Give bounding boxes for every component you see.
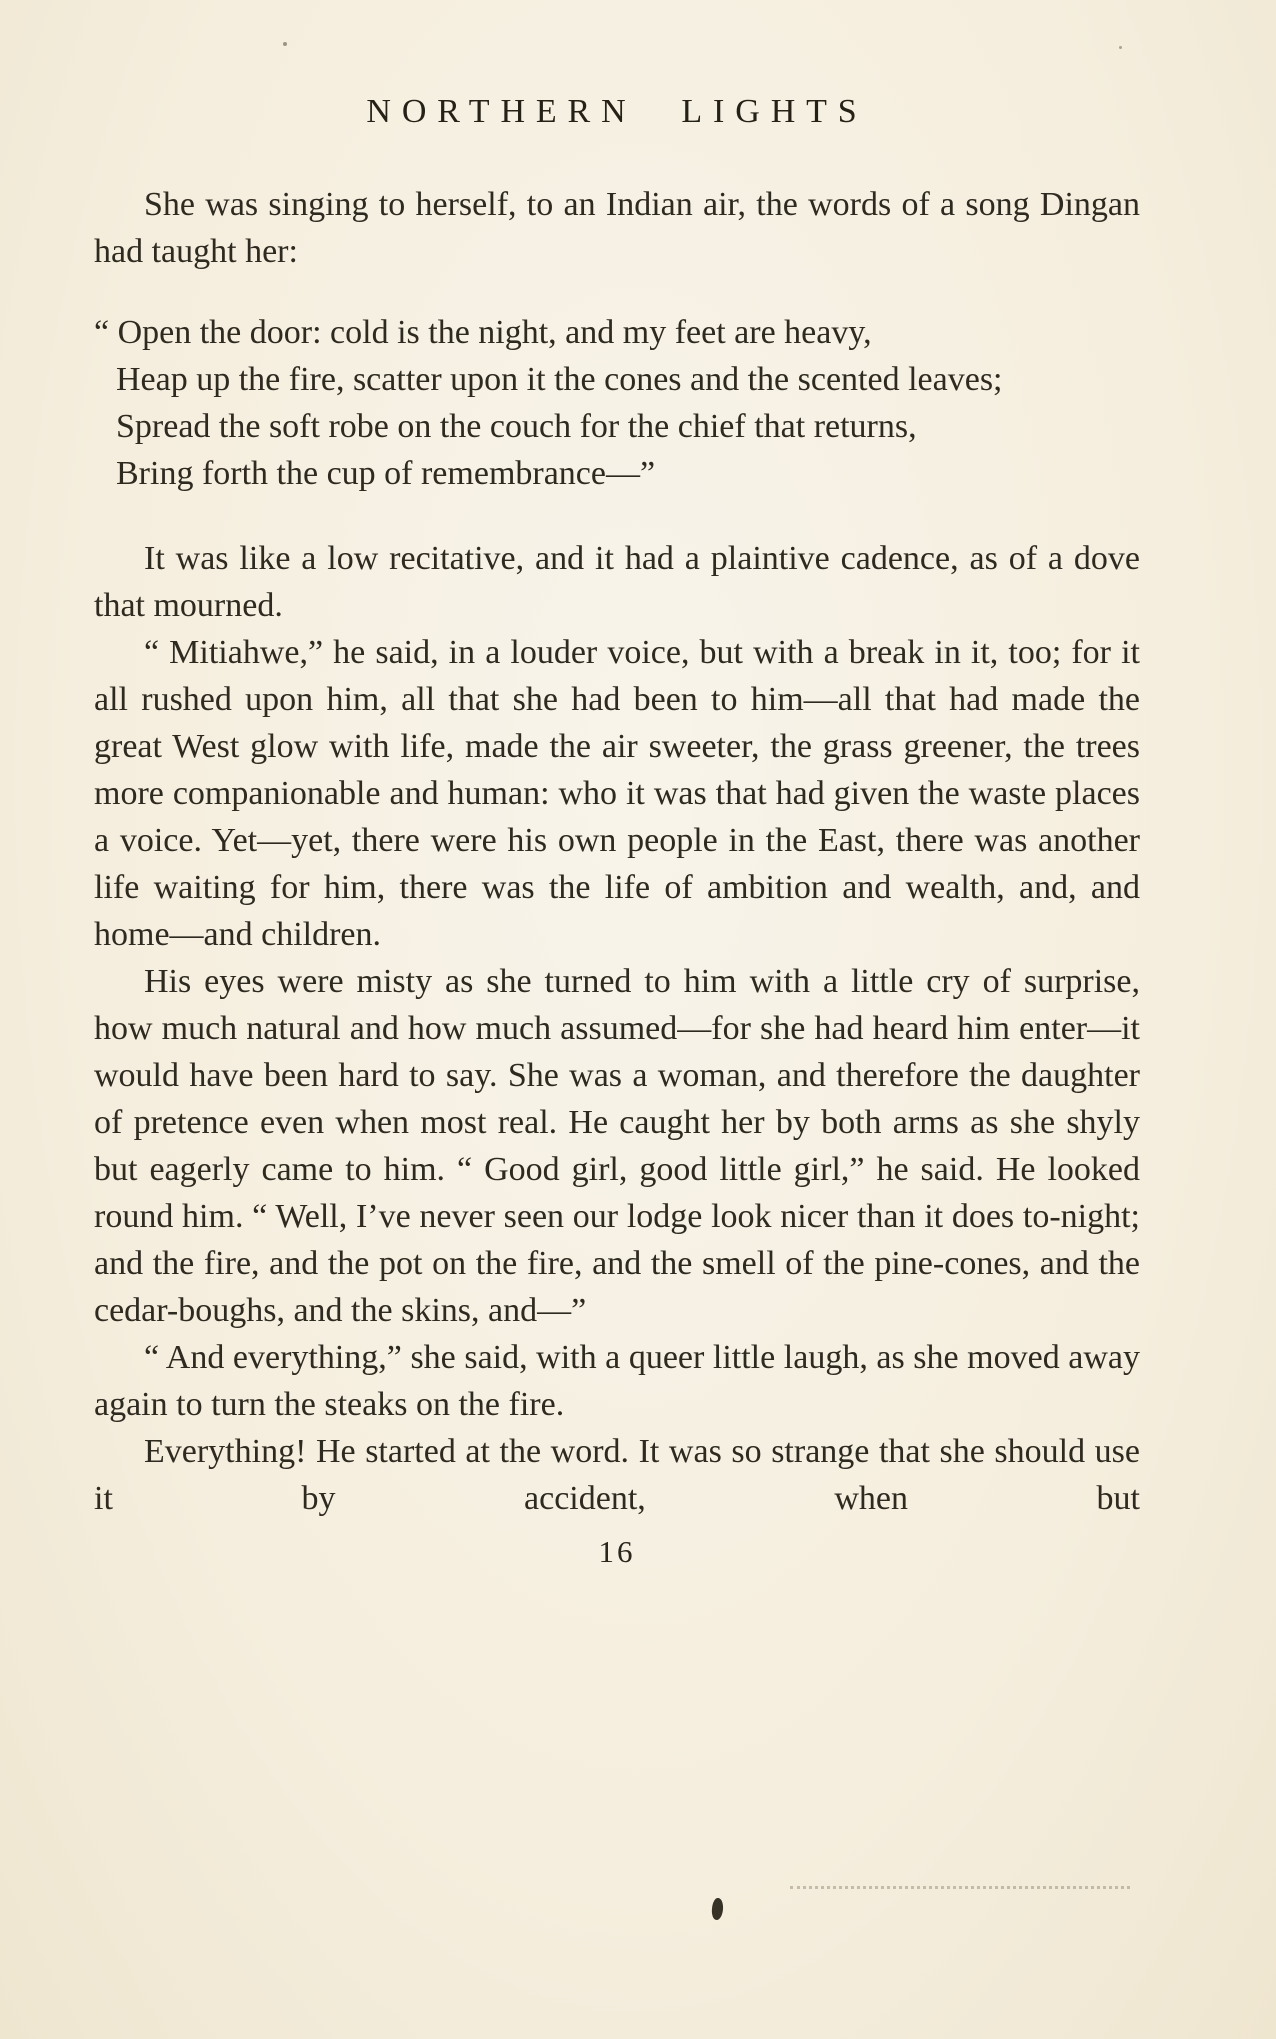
paragraph: “ Mitiahwe,” he said, in a louder voice, but with a break in it, too; for it all rushed upon him, all that she had been to him—all that had made the great West glow with life, made the air sweeter, the grass greener, the trees more companionable and human: who it was that had given the waste places a voice. Yet—yet, there were his own people in the East, there was another life waiting for him, there was the life of ambition and wealth, and, and home—and children. (94, 634, 1140, 953)
ink-blot (711, 1897, 724, 1920)
paragraph: It was like a low recitative, and it had a plaintive cadence, as of a dove that mourned. (94, 540, 1140, 624)
paragraph: Everything! He started at the word. It was so strange that she should use it by accident, when but (94, 1433, 1140, 1517)
verse-block (94, 309, 1140, 497)
page-title: NORTHERN LIGHTS (366, 93, 868, 130)
verse-line: Spread the soft robe on the couch for the chief that returns, (116, 408, 917, 445)
scan-smudge (790, 1886, 1130, 1889)
scan-speck-icon (283, 42, 287, 46)
verse-line: “ Open the door: cold is the night, and my feet are heavy, (94, 314, 872, 351)
scan-speck-icon (1119, 46, 1122, 49)
paragraph: His eyes were misty as she turned to him with a little cry of surprise, how much natural and how much assumed—for she had heard him enter—it would have been hard to say. She was a woman, and therefore the daughter of pretence even when most real. He caught her by both arms as she shyly but eagerly came to him. “ Good girl, good little girl,” he said. He looked round him. “ Well, I’ve never seen our lodge look nicer than it does to-night; and the fire, and the pot on the fire, and the smell of the pine-cones, and the cedar-boughs, and the skins, and—” (94, 963, 1140, 1329)
paragraph: “ And everything,” she said, with a queer little laugh, as she moved away again to turn the steaks on the fire. (94, 1339, 1140, 1423)
verse-line: Bring forth the cup of remembrance—” (116, 455, 656, 492)
verse-line: Heap up the fire, scatter upon it the cones and the scented leaves; (116, 361, 1003, 398)
page-number: 16 (598, 1534, 636, 1569)
paragraph-intro: She was singing to herself, to an Indian air, the words of a song Dingan had taught her: (94, 186, 1140, 270)
